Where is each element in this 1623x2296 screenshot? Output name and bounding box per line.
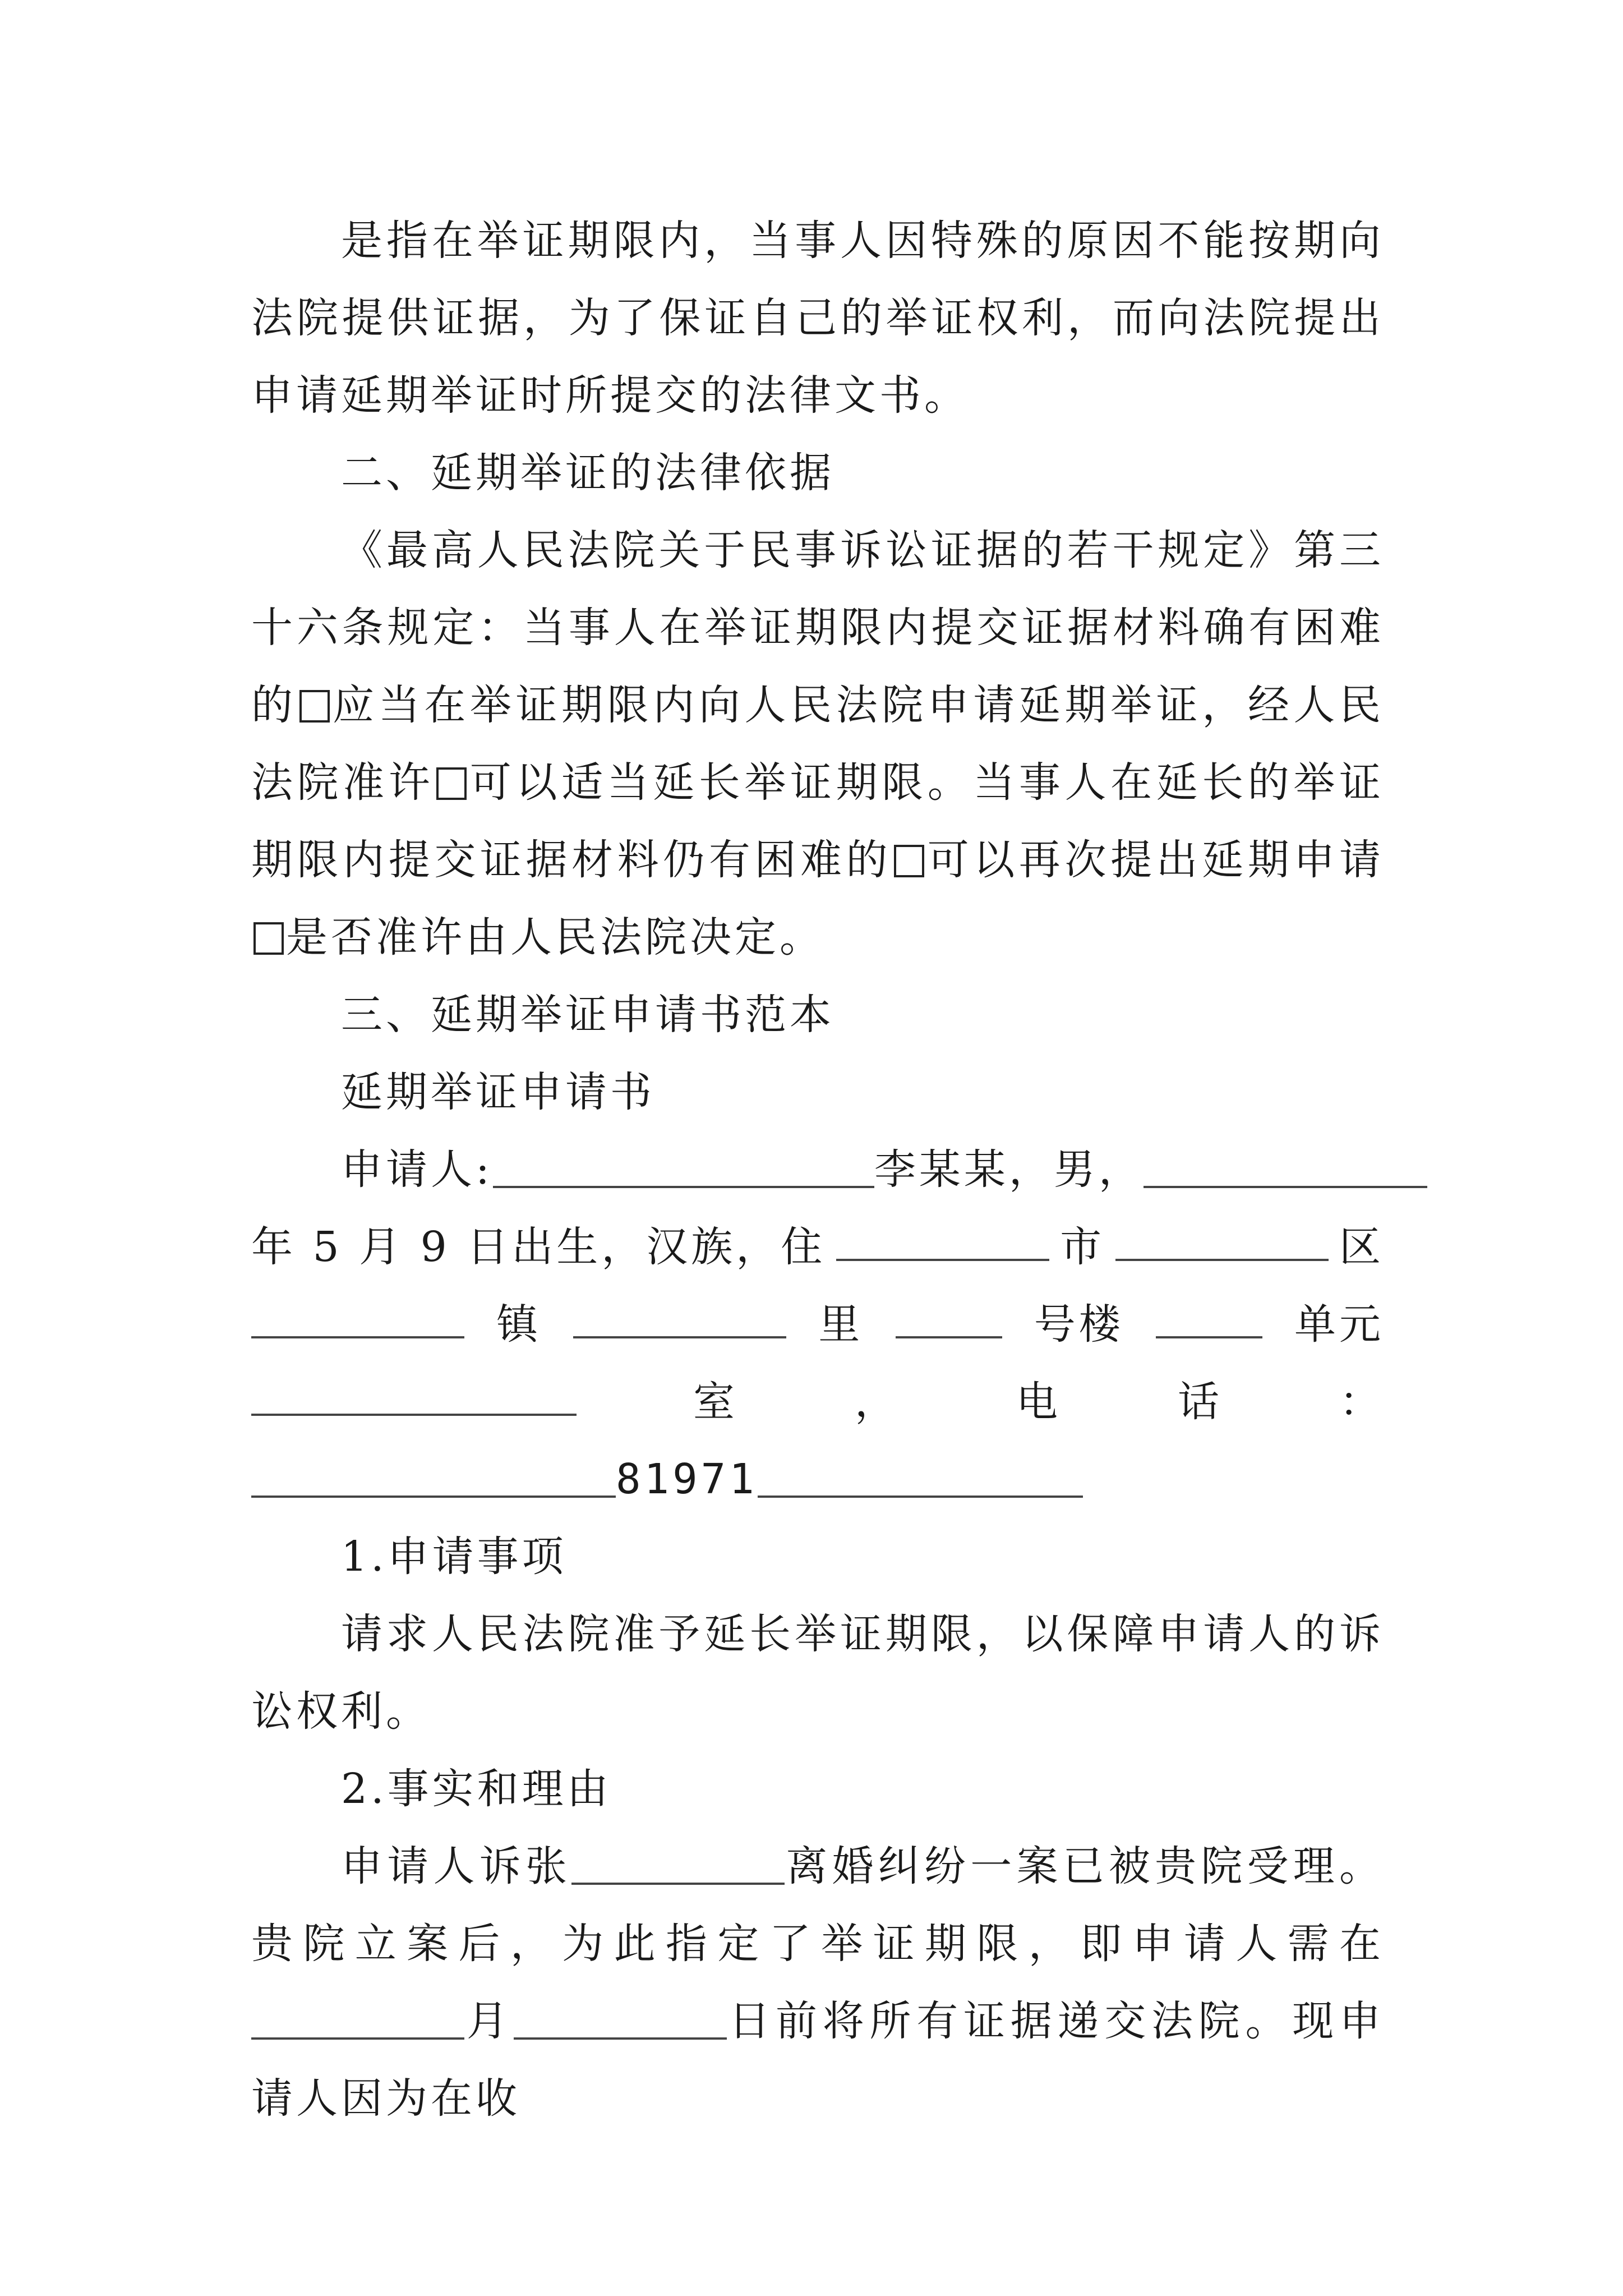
applicant-label: 申请人: bbox=[341, 1145, 493, 1194]
blank-field[interactable] bbox=[1156, 1303, 1262, 1338]
section-2-body bbox=[251, 1828, 1384, 2137]
room-label: 室 bbox=[693, 1378, 738, 1426]
district-label: 区 bbox=[1339, 1223, 1384, 1271]
city-label: 市 bbox=[1060, 1223, 1105, 1271]
applicant-line-2 bbox=[251, 1208, 1384, 1286]
applicant-line-5 bbox=[251, 1441, 1384, 1518]
section-1-title: 1.申请事项 bbox=[341, 1533, 567, 1581]
paragraph-definition: 是指在举证期限内，当事人因特殊的原因不能按期向法院提供证据，为了保证自己的举证权利，而向法院提出申请延期举证时所提交的法律文书。 bbox=[251, 217, 1384, 420]
legal-basis-text-3: 可以适当延长举证期限。当事人在延长的举证期限内提交证据材料仍有困难的 bbox=[251, 758, 1385, 884]
legal-basis-text-5: 是否准许由人民法院决定。 bbox=[286, 913, 824, 961]
legal-basis-text-2: 应当在举证期限内向人民法院申请延期举证，经人民法院准许 bbox=[251, 681, 1385, 807]
blank-field[interactable] bbox=[836, 1225, 1049, 1261]
blank-field[interactable] bbox=[1144, 1152, 1427, 1188]
phone-label-1: 电 bbox=[1016, 1378, 1061, 1426]
blank-field[interactable] bbox=[251, 1462, 616, 1498]
missing-glyph-box bbox=[894, 845, 924, 877]
missing-glyph-box bbox=[253, 922, 284, 955]
heading-legal-basis: 二、延期举证的法律依据 bbox=[341, 449, 834, 497]
applicant-line-4 bbox=[251, 1363, 1384, 1441]
colon: ： bbox=[1339, 1378, 1384, 1426]
blank-field[interactable] bbox=[493, 1152, 874, 1188]
blank-field[interactable] bbox=[896, 1303, 1002, 1338]
applicant-line-3 bbox=[251, 1286, 1384, 1363]
town-label: 镇 bbox=[496, 1300, 542, 1349]
facts-text-4: 日前将所有证据递交法院。现申请人因为在收 bbox=[251, 1997, 1384, 2123]
blank-field[interactable] bbox=[251, 2004, 464, 2040]
comma: ， bbox=[855, 1378, 900, 1426]
form-title: 延期举证申请书 bbox=[341, 1068, 655, 1116]
blank-field[interactable] bbox=[758, 1462, 1083, 1498]
paragraph-legal-basis bbox=[251, 512, 1384, 976]
section-2-title: 2.事实和理由 bbox=[341, 1765, 612, 1813]
applicant-line-1 bbox=[251, 1131, 1384, 1208]
legal-basis-text-1: 《最高人民法院关于民事诉讼证据的若干规定》第三十六条规定：当事人在举证期限内提交证据材料确有困难的 bbox=[251, 526, 1384, 729]
section-1-body: 请求人民法院准予延长举证期限，以保障申请人的诉讼权利。 bbox=[251, 1610, 1384, 1736]
blank-field[interactable] bbox=[251, 1303, 464, 1338]
blank-field[interactable] bbox=[571, 1849, 785, 1885]
facts-text-1: 申请人诉张 bbox=[341, 1842, 572, 1890]
birth-text: 年 5 月 9 日出生，汉族，住 bbox=[251, 1223, 826, 1271]
phone-number: 81971 bbox=[616, 1455, 758, 1503]
blank-field[interactable] bbox=[1115, 1225, 1329, 1261]
unit-label: 单元 bbox=[1294, 1300, 1384, 1349]
heading-template: 三、延期举证申请书范本 bbox=[341, 991, 834, 1039]
blank-field[interactable] bbox=[251, 1380, 577, 1416]
legal-basis-text-4: 可以再次提出延期申请 bbox=[926, 836, 1385, 884]
missing-glyph-box bbox=[436, 767, 467, 800]
missing-glyph-box bbox=[299, 690, 330, 723]
facts-text-3: 月 bbox=[464, 1997, 514, 2045]
applicant-name-gender: 李某某，男， bbox=[874, 1145, 1144, 1194]
building-label: 号楼 bbox=[1034, 1300, 1124, 1349]
blank-field[interactable] bbox=[573, 1303, 786, 1338]
facts-text-2: 离婚纠纷一案已被贵院受理。贵院立案后，为此指定了举证期限，即申请人需在 bbox=[251, 1842, 1385, 1968]
blank-field[interactable] bbox=[514, 2004, 727, 2040]
phone-label-2: 话 bbox=[1178, 1378, 1223, 1426]
li-label: 里 bbox=[818, 1300, 864, 1349]
